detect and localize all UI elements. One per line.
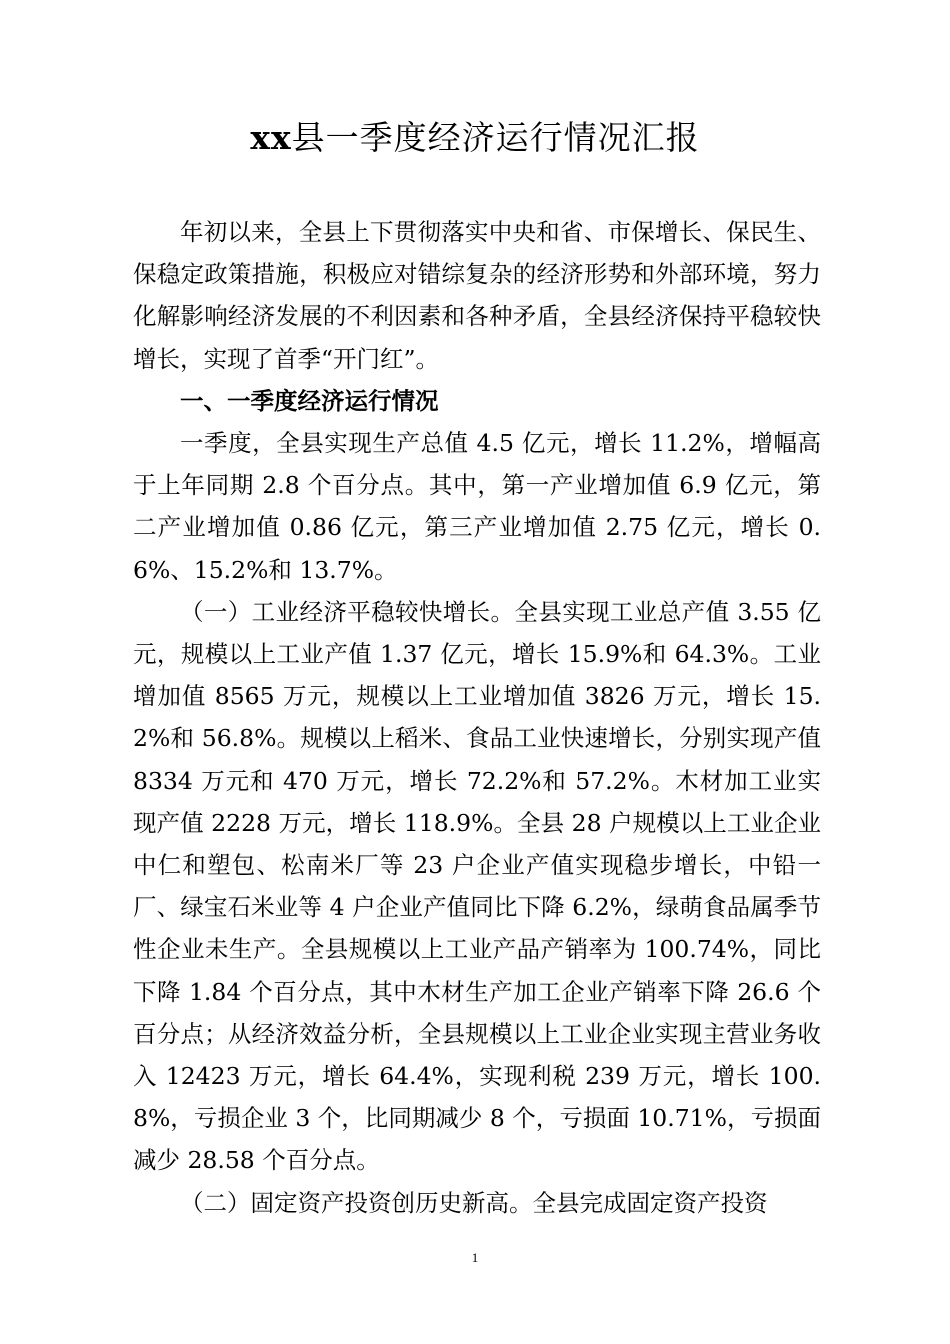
title-main: 县一季度经济运行情况汇报	[291, 118, 700, 157]
gdp-paragraph: 一季度，全县实现生产总值 4.5 亿元，增长 11.2%，增幅高于上年同期 2.8 个百分点。其中，第一产业增加值 6.9 亿元，第二产业增加值 0.86 亿元，第三产业增加值 2.75 亿元，增长 0.6%、15.2%和 13.7%。	[133, 429, 821, 584]
section-heading: 一、一季度经济运行情况	[180, 386, 439, 415]
investment-paragraph: （二）固定资产投资创历史新高。全县完成固定资产投资	[180, 1188, 768, 1217]
document-title	[0, 113, 950, 163]
industry-paragraph: （一）工业经济平稳较快增长。全县实现工业总产值 3.55 亿元，规模以上工业产值 1.37 亿元，增长 15.9%和 64.3%。工业增加值 8565 万元，规模以上工业增加值 3826 万元，增长 15.2%和 56.8%。规模以上稻米、食品工业快速增长，分别实现产值 8334 万元和 470 万元，增长 72.2%和 57.2%。木材加工业实现产值 2228 万元，增长 118.9%。全县 28 户规模以上工业企业中仁和塑包、松南米厂等 23 户企业产值实现稳步增长，中铅一厂、绿宝石米业等 4 户企业产值同比下降 6.2%，绿萌食品属季节性企业未生产。全县规模以上工业产品产销率为 100.74%，同比下降 1.84 个百分点，其中木材生产加工企业产销率下降 26.6 个百分点；从经济效益分析，全县规模以上工业企业实现主营业务收入 12423 万元，增长 64.4%，实现利税 239 万元，增长 100.8%，亏损企业 3 个，比同期减少 8 个，亏损面 10.71%，亏损面减少 28.58 个百分点。	[133, 597, 821, 1175]
intro-paragraph: 年初以来，全县上下贯彻落实中央和省、市保增长、保民生、保稳定政策措施，积极应对错综复杂的经济形势和外部环境，努力化解影响经济发展的不利因素和各种矛盾，全县经济保持平稳较快增长，实现了首季“开门红”。	[133, 218, 821, 373]
document-body	[133, 211, 821, 1224]
title-prefix: xx	[250, 118, 292, 157]
page-number: 1	[471, 1250, 479, 1265]
